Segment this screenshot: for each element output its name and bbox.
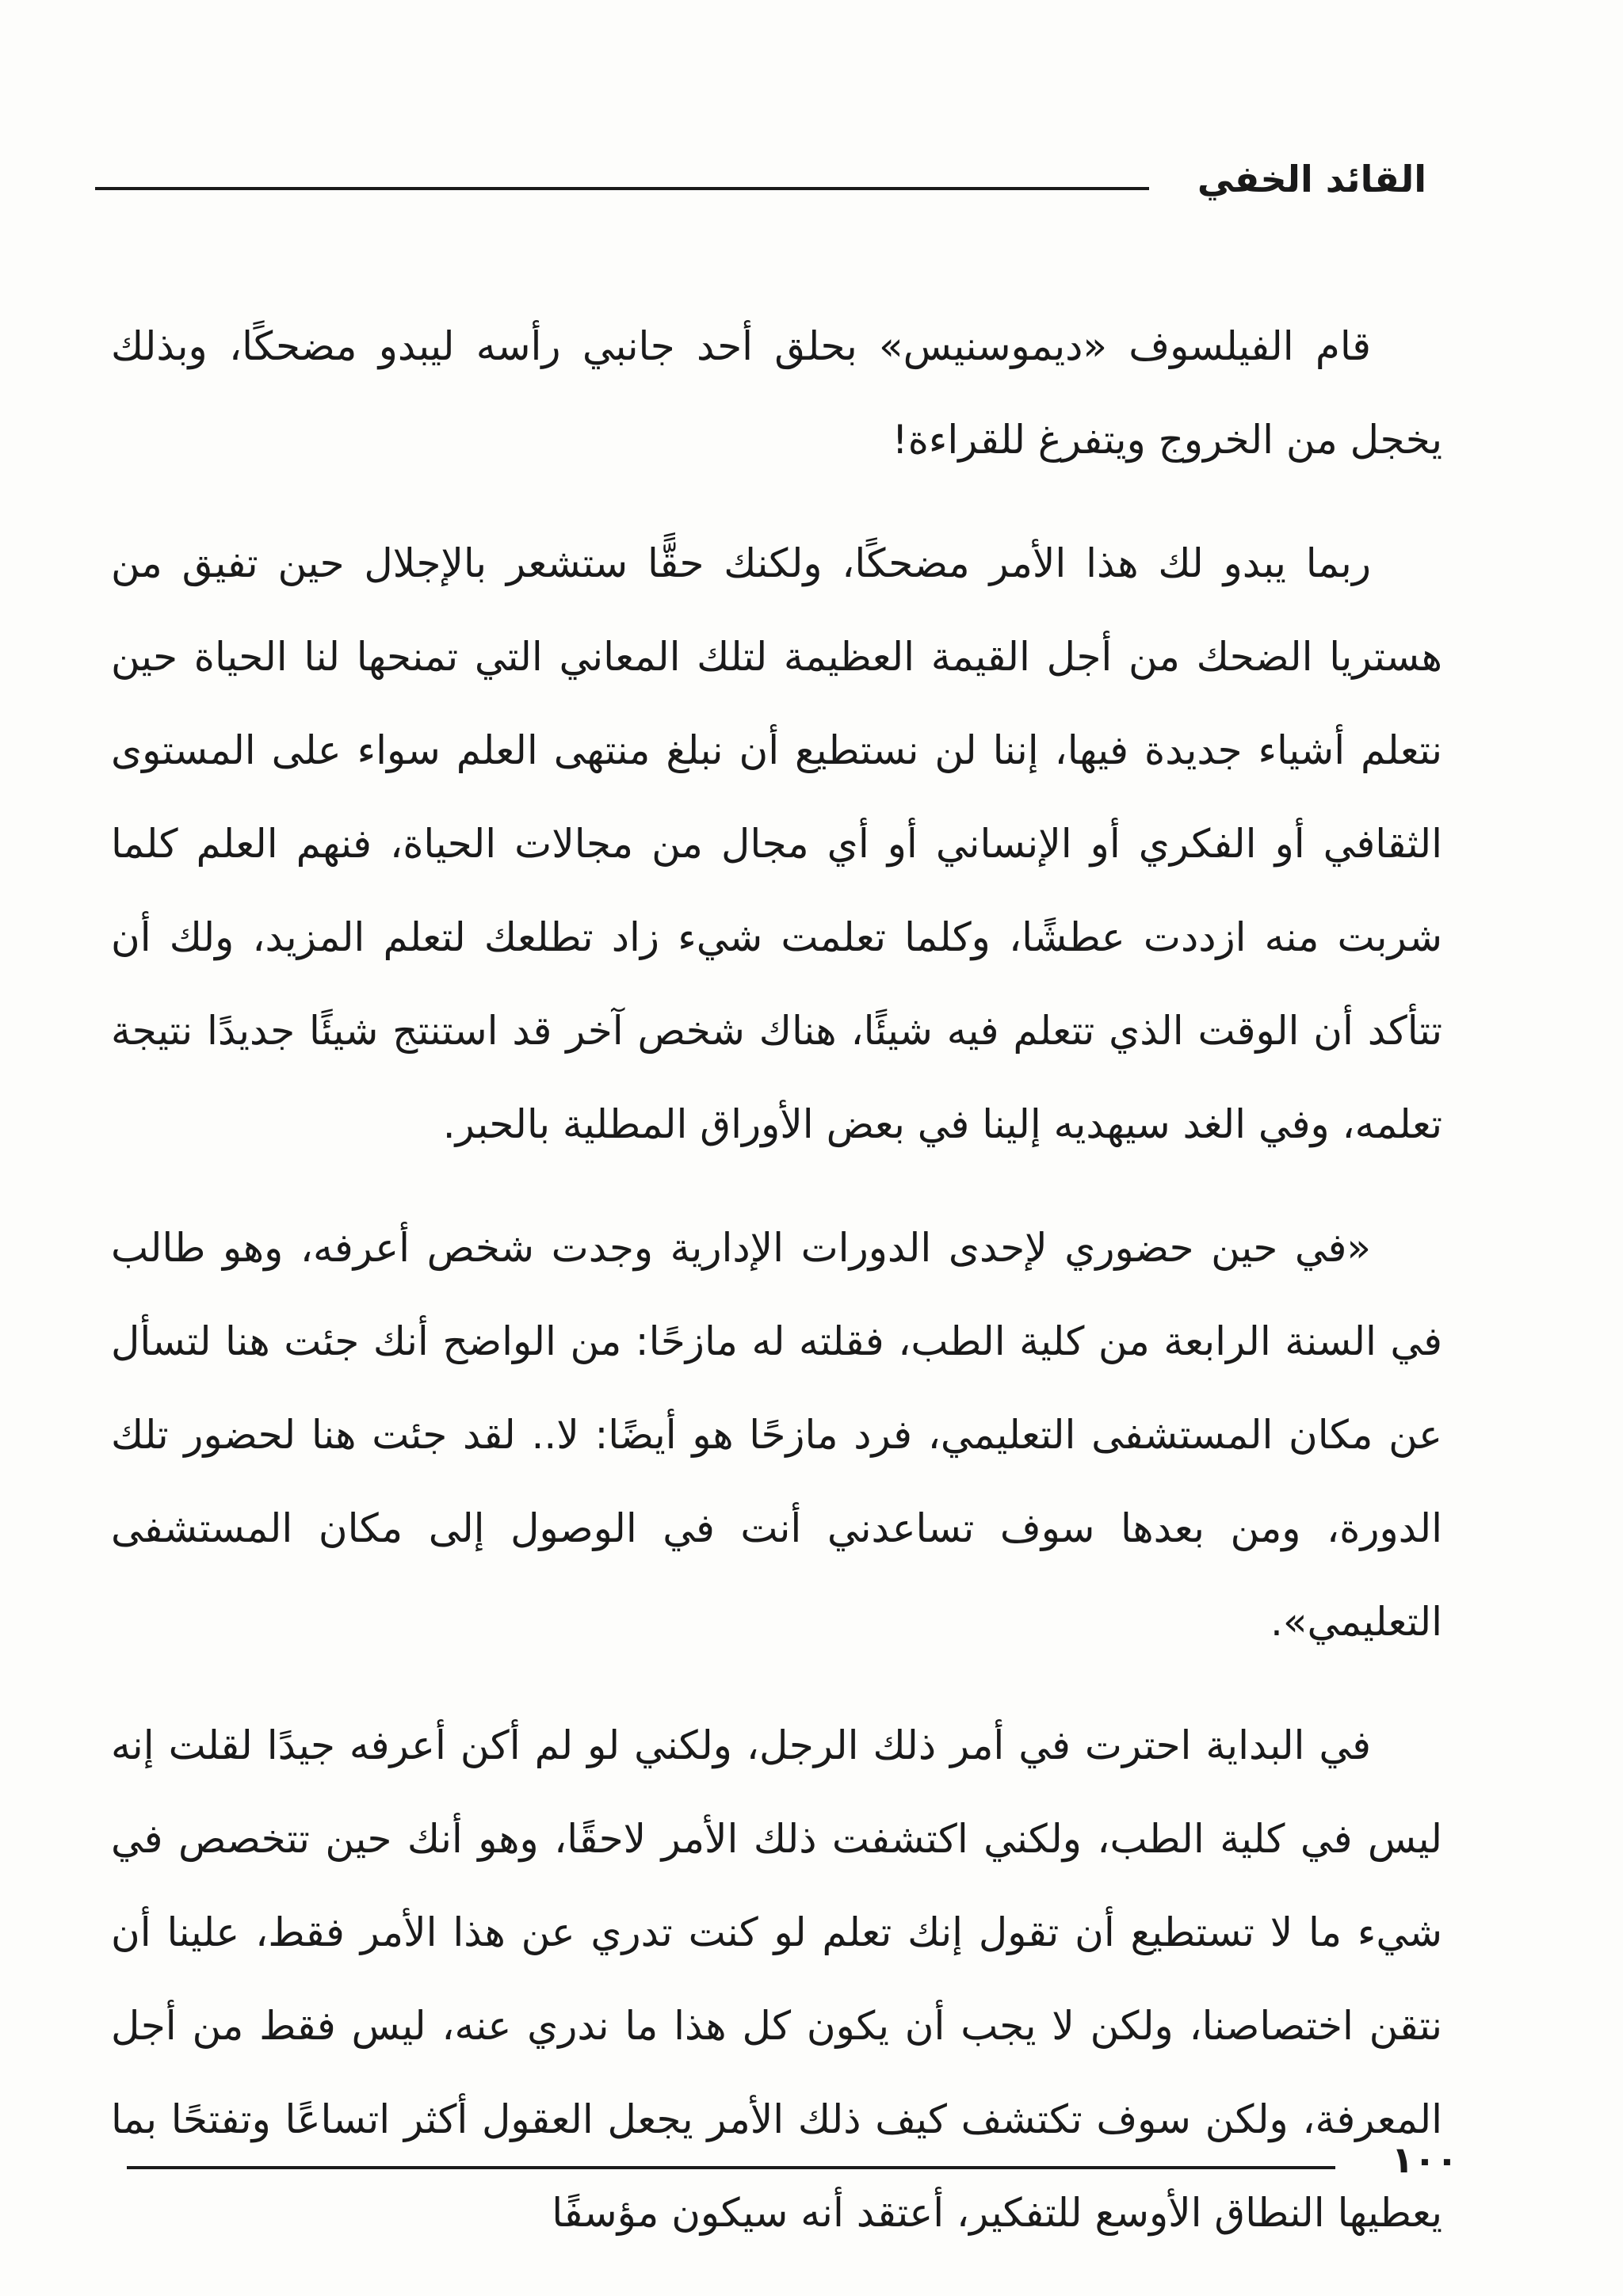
paragraph: ربما يبدو لك هذا الأمر مضحكًا، ولكنك حقًّا ستشعر بالإجلال حين تفيق من هستريا الضحك من أجل القيمة العظيمة لتلك المعاني التي تمنحها لنا الحياة حين نتعلم أشياء جديدة فيها، إننا لن نستطيع أن نبلغ منتهى العلم سواء على المستوى الثقافي أو الفكري أو الإنساني أو أي مجال من مجالات الحياة، فنهم العلم كلما شربت منه ازددت عطشًا، وكلما تعلمت شيء زاد تطلعك لتعلم المزيد، ولك أن تتأكد أن الوقت الذي تتعلم فيه شيئًا، هناك شخص آخر قد استنتج شيئًا جديدًا نتيجة تعلمه، وفي الغد سيهديه إلينا في بعض الأوراق المطلية بالحبر. bbox=[111, 540, 1442, 1147]
page-footer bbox=[127, 2136, 1458, 2191]
running-header bbox=[95, 155, 1426, 211]
header-rule bbox=[95, 187, 1149, 190]
paragraph: «في حين حضوري لإحدى الدورات الإدارية وجدت شخص أعرفه، وهو طالب في السنة الرابعة من كلية الطب، فقلته له مازحًا: من الواضح أنك جئت هنا لتسأل عن مكان المستشفى التعليمي، فرد مازحًا هو أيضًا: لا.. لقد جئت هنا لحضور تلك الدورة، ومن بعدها سوف تساعدني أنت في الوصول إلى مكان المستشفى التعليمي». bbox=[111, 1225, 1442, 1645]
page-number: ١٠٠ bbox=[1391, 2138, 1458, 2181]
running-header-title: القائد الخفي bbox=[1197, 158, 1426, 200]
body-text bbox=[111, 299, 1442, 2290]
footer-rule bbox=[127, 2166, 1335, 2169]
paragraph: في البداية احترت في أمر ذلك الرجل، ولكني لو لم أكن أعرفه جيدًا لقلت إنه ليس في كلية الطب، ولكني اكتشفت ذلك الأمر لاحقًا، وهو أنك حين تتخصص في شيء ما لا تستطيع أن تقول إنك تعلم لو كنت تدري عن هذا الأمر فقط، علينا أن نتقن اختصاصنا، ولكن لا يجب أن يكون كل هذا ما ندري عنه، ليس فقط من أجل المعرفة، ولكن سوف تكتشف كيف ذلك الأمر يجعل العقول أكثر اتساعًا وتفتحًا بما يعطيها النطاق الأوسع للتفكير، أعتقد أنه سيكون مؤسفًا bbox=[111, 1722, 1442, 2236]
paragraph: قام الفيلسوف «ديموسنيس» بحلق أحد جانبي رأسه ليبدو مضحكًا، وبذلك يخجل من الخروج ويتفرغ للقراءة! bbox=[111, 323, 1442, 463]
